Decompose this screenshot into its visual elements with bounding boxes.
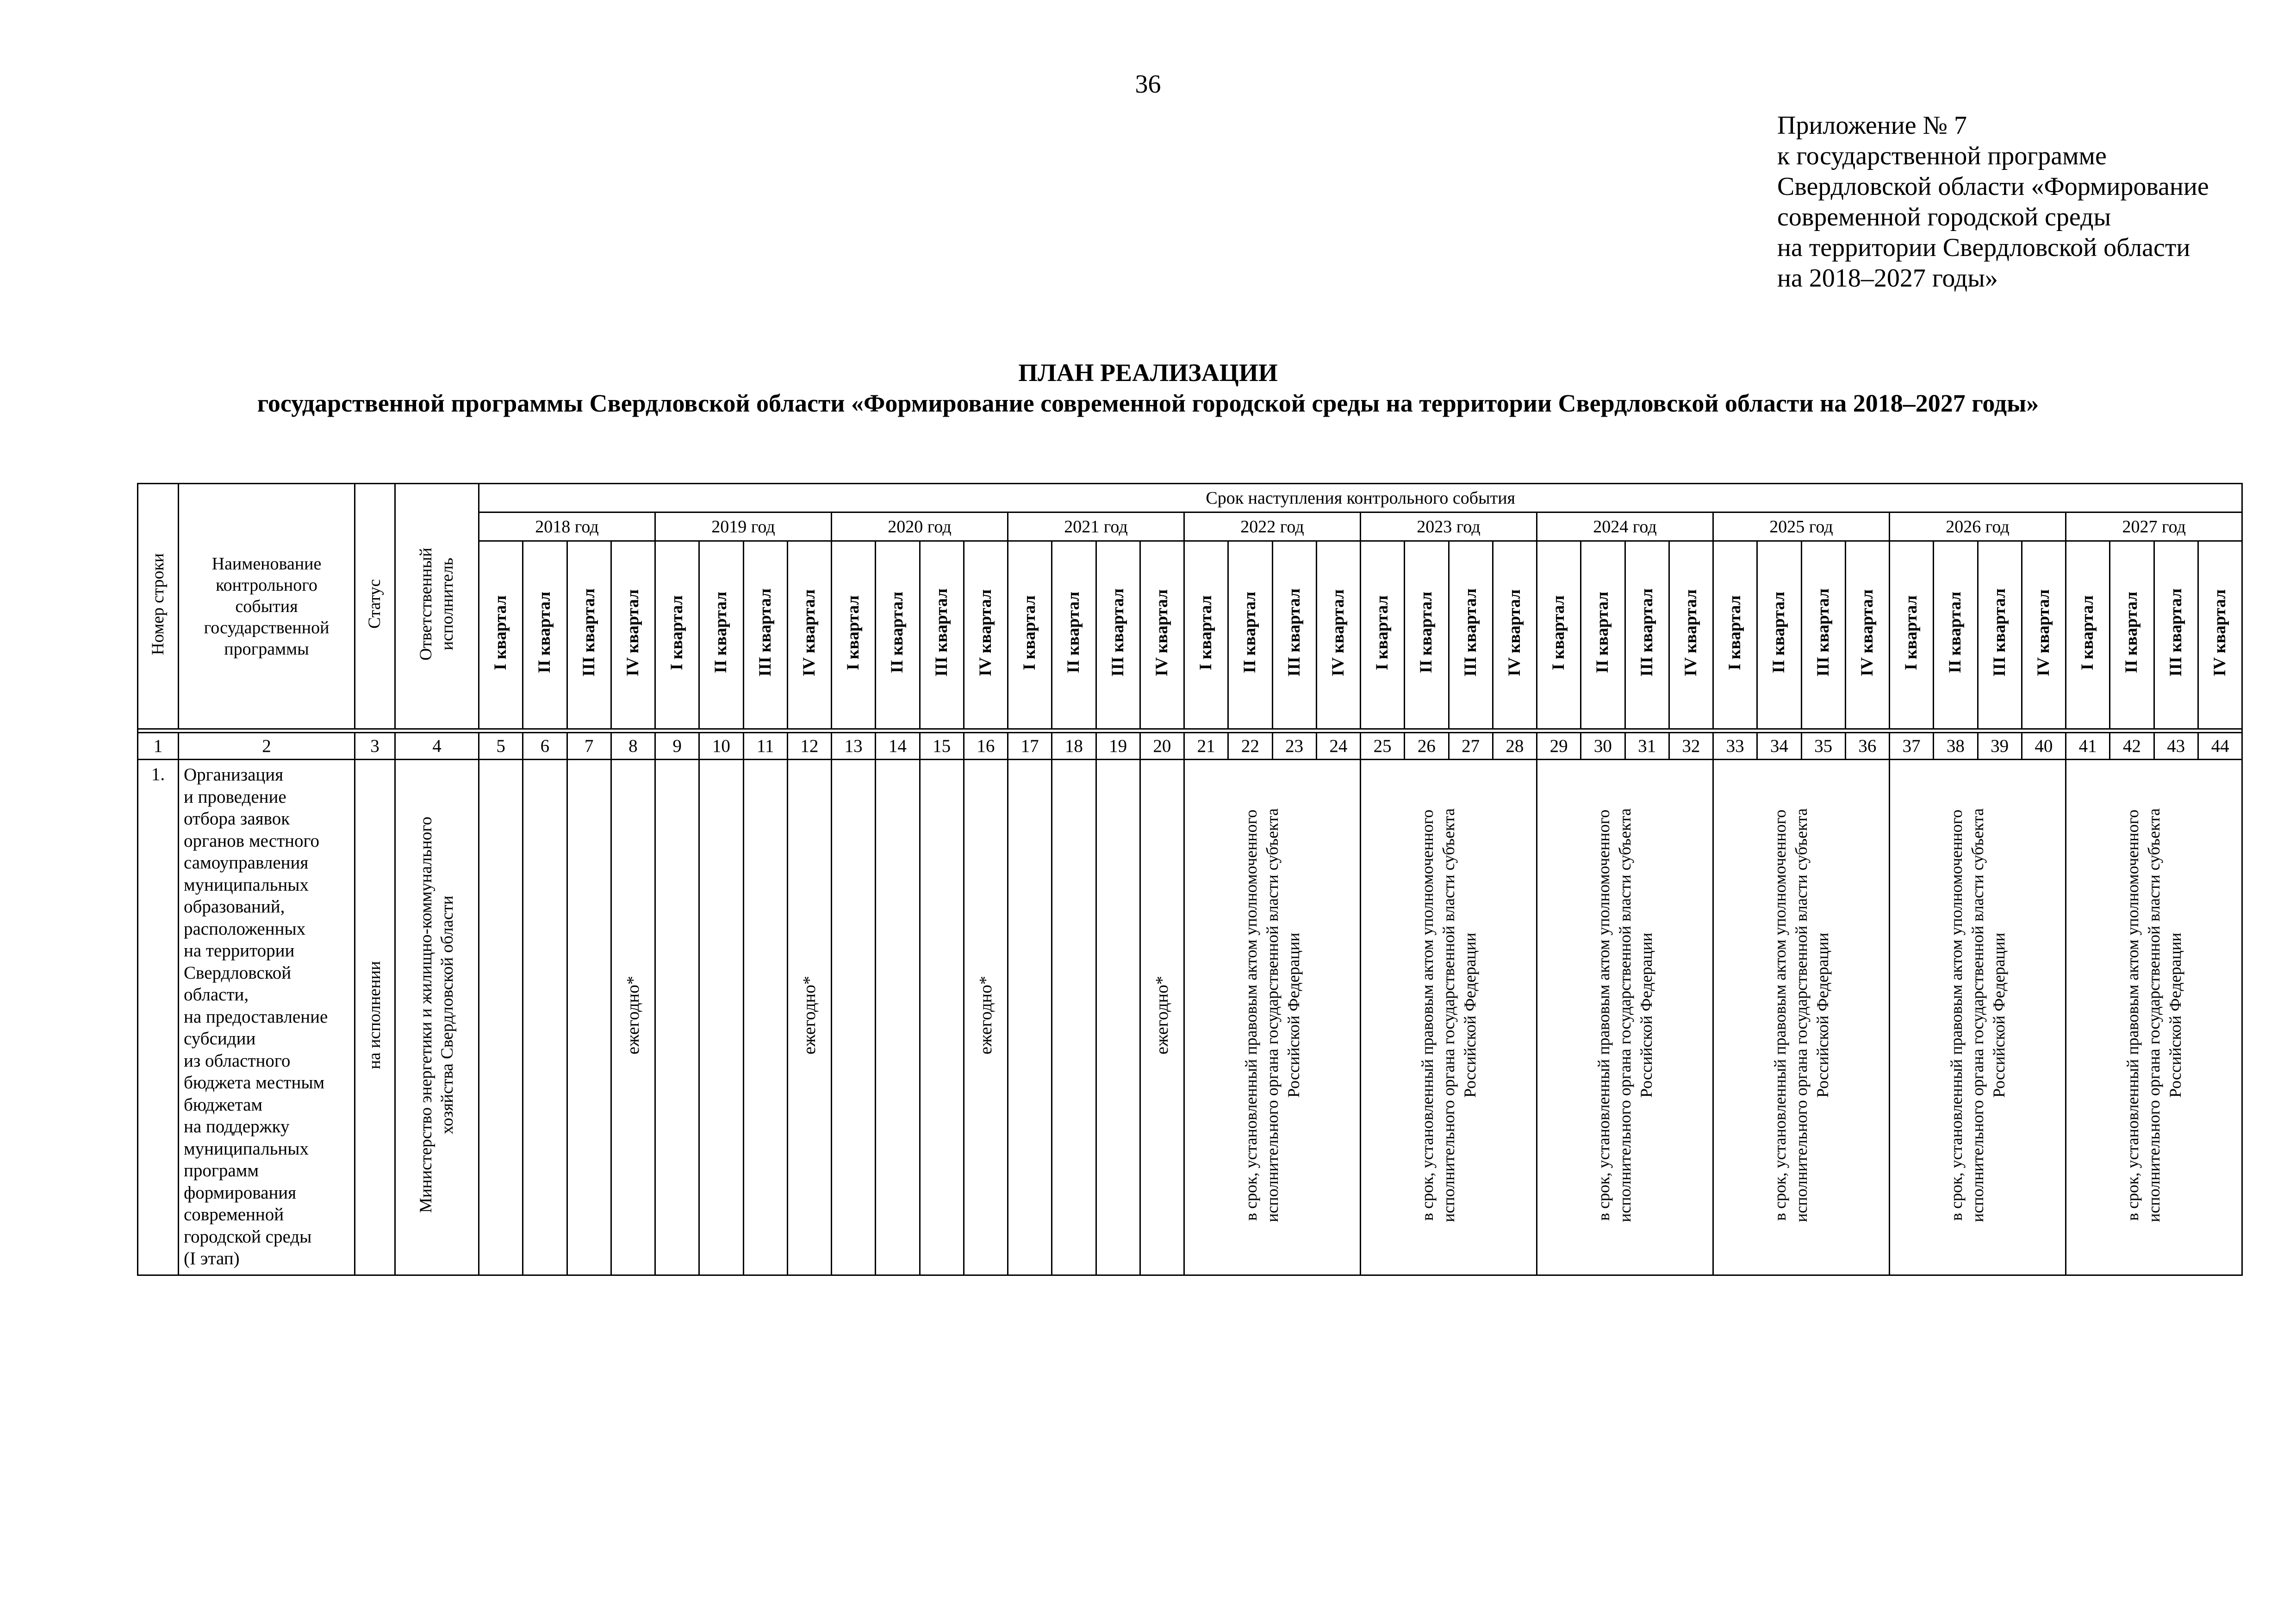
column-number: 35 [1801,733,1845,760]
column-number: 26 [1405,733,1449,760]
header-quarter-label: III квартал [1461,588,1480,677]
column-number: 9 [655,733,699,760]
event-name-line: бюджета местным [184,1073,325,1093]
header-quarter [1757,541,1801,729]
column-number: 39 [1978,733,2022,760]
appendix-note [1777,110,2286,294]
header-quarter-label: IV квартал [2034,589,2053,676]
header-quarter [523,541,567,729]
quarter-cell [655,760,699,1275]
deadline-text [1417,808,1481,1222]
header-quarter [1405,541,1449,729]
appendix-line: на территории Свердловской области [1777,233,2190,262]
column-number: 33 [1713,733,1757,760]
event-name-line: из областного [184,1050,291,1071]
header-quarter-label: I квартал [1373,595,1392,670]
header-quarter-label: I квартал [1725,595,1745,670]
column-number: 30 [1581,733,1625,760]
header-quarter [1934,541,1978,729]
header-quarter [1493,541,1537,729]
header-quarter-label: IV квартал [799,589,819,676]
column-number: 25 [1361,733,1405,760]
annual-mark: ежегодно* [623,975,643,1055]
column-number: 12 [787,733,831,760]
event-name-line: программ [184,1161,259,1181]
column-number: 17 [1008,733,1052,760]
header-quarter-label: III квартал [1108,588,1127,677]
column-number: 27 [1449,733,1493,760]
quarter-cell [876,760,920,1275]
year-deadline-cell [2066,760,2242,1275]
column-number: 11 [743,733,787,760]
annual-mark: ежегодно* [976,975,996,1055]
event-name-line: области, [184,985,249,1005]
header-deadline-group: Срок наступления контрольного события [479,484,2242,512]
header-quarter [1449,541,1493,729]
deadline-text [1946,808,2010,1222]
deadline-line: в срок, установленный правовым актом уполномоченного [1947,809,1966,1221]
column-number: 7 [567,733,611,760]
column-number: 16 [964,733,1008,760]
column-number: 23 [1272,733,1316,760]
header-quarter-label: II квартал [2122,592,2141,674]
header-quarter-label: III квартал [755,588,775,677]
column-number: 20 [1140,733,1184,760]
event-name-line: современной [184,1205,284,1224]
header-event-name-line: программы [224,639,309,659]
column-number: 18 [1052,733,1096,760]
header-quarter-label: II квартал [1417,592,1436,674]
deadline-line: Российской Федерации [2166,932,2185,1098]
header-quarter-label: II квартал [1946,592,1965,674]
header-quarter [1537,541,1581,729]
header-gap [138,729,2242,733]
header-quarter-label: II квартал [888,592,907,674]
quarter-cell [479,760,523,1275]
header-year: 2020 год [832,512,1008,541]
deadline-line: исполнительного органа государственной власти субъекта [1616,808,1634,1222]
header-executor-label [416,548,458,661]
event-status [355,760,395,1275]
column-number: 15 [920,733,964,760]
quarter-cell [567,760,611,1275]
header-quarter-label: IV квартал [1152,589,1171,676]
header-quarter-label: I квартал [667,595,687,670]
header-quarter [1008,541,1052,729]
header-quarter [1625,541,1669,729]
event-name-line: органов местного [184,831,320,851]
header-quarter-label: III квартал [579,588,598,677]
header-status-label: Статус [365,579,384,629]
event-name-line: образований, [184,897,285,917]
column-number: 37 [1890,733,1934,760]
quarter-cell [1052,760,1096,1275]
annual-mark: ежегодно* [799,975,819,1055]
column-number: 36 [1845,733,1889,760]
column-number: 4 [395,733,479,760]
column-number: 5 [479,733,523,760]
header-quarter [1272,541,1316,729]
table-row [138,760,2242,1275]
header-quarter-label: I квартал [1902,595,1921,670]
header-quarter [876,541,920,729]
event-name-line: Организация [184,765,284,785]
header-gap-row [138,729,2242,733]
header-quarter-label: IV квартал [2210,589,2230,676]
event-name-line: формирования [184,1182,297,1203]
header-quarter-label: I квартал [1020,595,1039,670]
column-number: 34 [1757,733,1801,760]
quarter-cell [787,760,831,1275]
deadline-line: исполнительного органа государственной власти субъекта [1792,808,1811,1222]
header-quarter-label: III квартал [1990,588,2009,677]
header-quarter [2198,541,2242,729]
column-number: 6 [523,733,567,760]
deadline-text [1240,808,1304,1222]
column-number: 38 [1934,733,1978,760]
event-executor-text [416,817,458,1213]
header-quarter-label: II квартал [1240,592,1260,674]
header-quarter [1052,541,1096,729]
deadline-line: Российской Федерации [1284,932,1303,1098]
title-line-2: государственной программы Свердловской области «Формирование современной городской среды на территории Свердловской области на 2018–2027 годы» [257,389,2039,417]
appendix-line: Приложение № 7 [1777,111,1967,140]
implementation-plan-table [137,483,2243,1276]
header-quarter-label: IV квартал [1505,589,1524,676]
row-number: 1. [138,760,179,1275]
quarter-cell [832,760,876,1275]
header-quarter [2022,541,2066,729]
column-number: 22 [1228,733,1272,760]
appendix-line: Свердловской области «Формирование [1777,172,2209,201]
event-name-line: городской среды [184,1226,312,1247]
deadline-text [1769,808,1833,1222]
document-title [0,357,2296,418]
column-number: 31 [1625,733,1669,760]
column-numbers-row [138,733,2242,760]
header-year: 2022 год [1184,512,1361,541]
column-number: 28 [1493,733,1537,760]
header-quarter [699,541,743,729]
column-number: 24 [1316,733,1360,760]
header-quarter-label: III квартал [932,588,951,677]
header-quarter [743,541,787,729]
header-year: 2023 год [1361,512,1537,541]
quarter-cell [1008,760,1052,1275]
quarter-cell [1140,760,1184,1275]
quarter-cell [699,760,743,1275]
year-deadline-cell [1184,760,1361,1275]
header-quarter [611,541,655,729]
header-quarter [832,541,876,729]
column-number: 14 [876,733,920,760]
header-quarter [1890,541,1934,729]
header-quarter [1978,541,2022,729]
header-row-number [138,484,179,729]
column-number: 13 [832,733,876,760]
column-number: 42 [2110,733,2154,760]
quarter-cell [611,760,655,1275]
column-number: 19 [1096,733,1140,760]
header-quarter [1228,541,1272,729]
deadline-line: в срок, установленный правовым актом уполномоченного [1771,809,1789,1221]
quarter-cell [743,760,787,1275]
header-quarter-label: II квартал [1064,592,1083,674]
header-year: 2018 год [479,512,655,541]
header-quarter-label: I квартал [2078,595,2097,670]
deadline-line: в срок, установленный правовым актом уполномоченного [1594,809,1613,1221]
deadline-text [1593,808,1657,1222]
header-quarter-label: I квартал [1549,595,1568,670]
deadline-line: Российской Федерации [1461,932,1479,1098]
header-quarter [787,541,831,729]
header-quarter-label: II квартал [535,592,554,674]
column-number: 32 [1669,733,1713,760]
year-deadline-cell [1713,760,1890,1275]
deadline-line: в срок, установленный правовым актом уполномоченного [1418,809,1437,1221]
header-quarter-label: IV квартал [623,589,642,676]
column-number: 43 [2154,733,2198,760]
year-deadline-cell [1537,760,1713,1275]
event-name-line: субсидии [184,1029,256,1049]
column-number: 3 [355,733,395,760]
deadline-line: Российской Федерации [1990,932,2008,1098]
column-number: 2 [179,733,355,760]
quarter-cell [964,760,1008,1275]
header-quarter-label: II квартал [1593,592,1612,674]
year-deadline-cell [1361,760,1537,1275]
header-quarter [1096,541,1140,729]
header-quarter [1140,541,1184,729]
event-name-line: Свердловской [184,962,292,983]
header-quarter [920,541,964,729]
header-event-name-line: контрольного [216,575,317,595]
event-status-text: на исполнении [365,961,384,1069]
header-quarter [1361,541,1405,729]
header-executor-line: исполнитель [438,557,457,650]
event-executor-line: хозяйства Свердловской области [438,895,457,1135]
header-year: 2026 год [1890,512,2066,541]
header-quarter [567,541,611,729]
header-quarter-label: I квартал [844,595,863,670]
header-quarter-label: I квартал [491,595,510,670]
header-quarter-label: III квартал [1284,588,1304,677]
deadline-line: Российской Федерации [1637,932,1655,1098]
header-quarter-label: II квартал [711,592,731,674]
event-name-line: на поддержку [184,1117,290,1137]
header-quarter-label: II квартал [1769,592,1789,674]
quarter-cell [920,760,964,1275]
event-name-line: муниципальных [184,874,309,895]
deadline-line: Российской Федерации [1813,932,1832,1098]
header-year: 2024 год [1537,512,1713,541]
deadline-text [2122,808,2186,1222]
header-executor-line: Ответственный [417,547,436,661]
header-quarter [2110,541,2154,729]
header-event-name [179,484,355,729]
page-number: 36 [1135,70,1161,99]
header-quarter [1184,541,1228,729]
annual-mark: ежегодно* [1152,975,1172,1055]
deadline-line: в срок, установленный правовым актом уполномоченного [1242,809,1260,1221]
header-year: 2021 год [1008,512,1184,541]
quarter-cell [523,760,567,1275]
header-quarter [1801,541,1845,729]
header-status [355,484,395,729]
event-name-line: бюджетам [184,1094,263,1115]
event-name-line: муниципальных [184,1138,309,1159]
header-quarter-label: IV квартал [1328,589,1348,676]
column-number: 8 [611,733,655,760]
appendix-line: современной городской среды [1777,203,2111,231]
column-number: 21 [1184,733,1228,760]
appendix-line: на 2018–2027 годы» [1777,264,1998,293]
header-year: 2019 год [655,512,832,541]
header-quarter [964,541,1008,729]
header-quarter [655,541,699,729]
header-event-name-line: события [235,596,298,616]
column-number: 10 [699,733,743,760]
event-name-line: расположенных [184,918,306,939]
header-event-name-line: государственной [204,618,330,637]
column-number: 40 [2022,733,2066,760]
column-number: 1 [138,733,179,760]
header-year: 2027 год [2066,512,2242,541]
quarter-cell [1096,760,1140,1275]
deadline-line: исполнительного органа государственной власти субъекта [1263,808,1282,1222]
header-quarter-label: IV квартал [1681,589,1700,676]
header-quarter-label: III квартал [1637,588,1656,677]
header-event-name-line: Наименование [212,554,322,574]
deadline-line: исполнительного органа государственной власти субъекта [1439,808,1458,1222]
deadline-line: в срок, установленный правовым актом уполномоченного [2123,809,2142,1221]
event-name-line: самоуправления [184,853,309,873]
deadline-line: исполнительного органа государственной власти субъекта [1968,808,1987,1222]
header-quarter [2066,541,2110,729]
header-row-top [138,484,2242,512]
event-name-line: и проведение [184,787,286,807]
header-quarter-label: I квартал [1196,595,1216,670]
deadline-line: исполнительного органа государственной власти субъекта [2145,808,2164,1222]
event-name [179,760,355,1275]
event-name-line: отбора заявок [184,809,290,829]
appendix-line: к государственной программе [1777,142,2107,170]
event-name-line: (I этап) [184,1249,240,1268]
header-quarter [479,541,523,729]
title-line-1: ПЛАН РЕАЛИЗАЦИИ [1018,359,1278,387]
year-deadline-cell [1890,760,2066,1275]
event-name-line: на территории [184,941,295,961]
header-quarter [1713,541,1757,729]
header-row-number-label: Номер строки [148,553,168,655]
header-quarter [1316,541,1360,729]
event-name-line: на предоставление [184,1006,328,1027]
header-quarter-label: IV квартал [1857,589,1877,676]
header-quarter-label: III квартал [1813,588,1833,677]
header-executor [395,484,479,729]
header-quarter [1669,541,1713,729]
header-year: 2025 год [1713,512,1890,541]
header-quarter-label: IV квартал [976,589,995,676]
header-quarter [2154,541,2198,729]
event-executor-line: Министерство энергетики и жилищно-коммунального [417,817,436,1213]
header-quarter [1581,541,1625,729]
header-quarter [1845,541,1889,729]
column-number: 44 [2198,733,2242,760]
header-quarter-label: III квартал [2166,588,2185,677]
event-executor [395,760,479,1275]
column-number: 29 [1537,733,1581,760]
column-number: 41 [2066,733,2110,760]
